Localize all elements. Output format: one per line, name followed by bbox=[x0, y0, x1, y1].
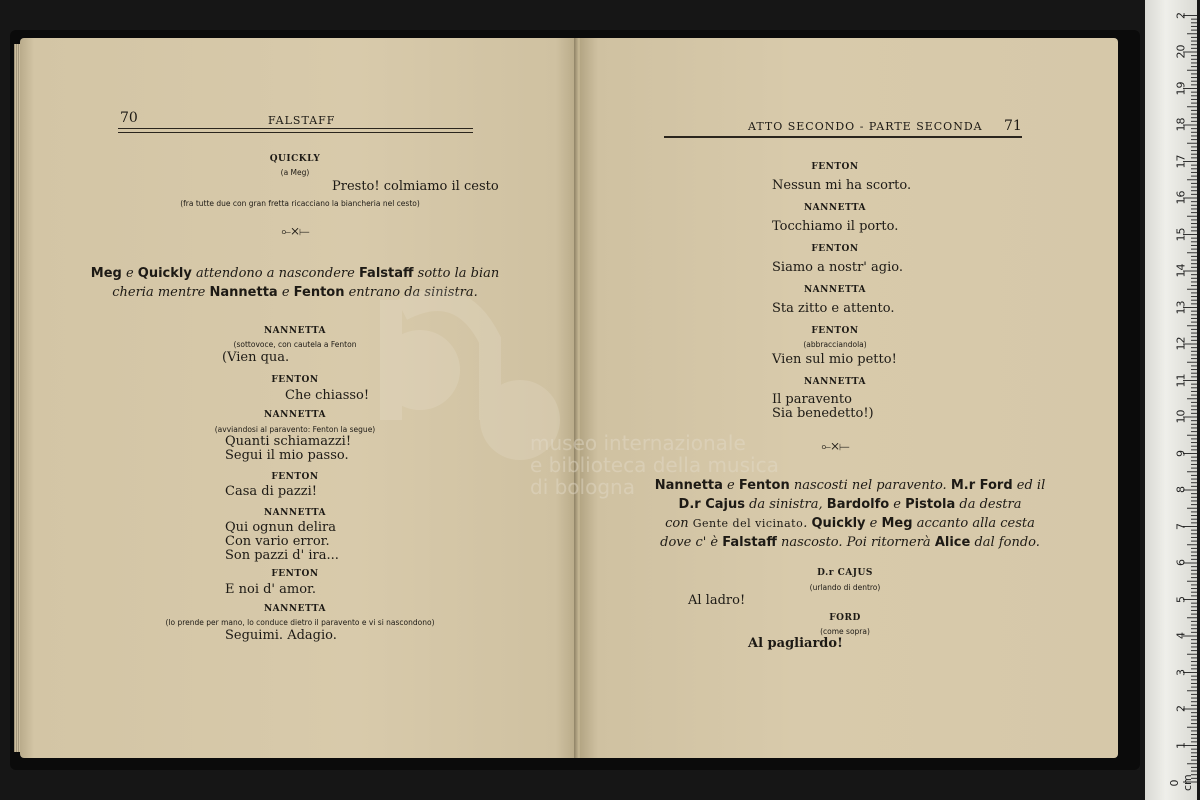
ruler-number: 4 bbox=[1174, 632, 1188, 639]
verse-line: Seguimi. Adagio. bbox=[225, 628, 337, 643]
ruler-number: 12 bbox=[1174, 336, 1188, 351]
ruler-number: 16 bbox=[1174, 190, 1188, 205]
ruler-ticks bbox=[1145, 0, 1197, 800]
stage-direction: (lo prende per mano, lo conduce dietro il paravento e vi si nascondono) bbox=[165, 618, 435, 627]
speaker-name: NANNETTA bbox=[803, 203, 867, 213]
verse-line: Tocchiamo il porto. bbox=[772, 219, 899, 234]
ruler-number: 8 bbox=[1174, 486, 1188, 493]
verse-line: Al ladro! bbox=[688, 593, 746, 608]
page-number: 70 bbox=[120, 110, 138, 126]
verse-line: Il paravento bbox=[772, 392, 852, 407]
stage-direction: (fra tutte due con gran fretta ricacciano la biancheria nel cesto) bbox=[180, 199, 420, 208]
verse-line: Son pazzi d' ira... bbox=[225, 548, 339, 563]
speaker-name: FENTON bbox=[271, 472, 319, 482]
verse-line: Quanti schiamazzi! bbox=[225, 434, 352, 449]
stage-direction: (sottovoce, con cautela a Fenton bbox=[233, 340, 357, 349]
verse-line: Con vario error. bbox=[225, 534, 330, 549]
stage-direction-block: Meg e Quickly attendono a nascondere Falstaff sotto la bian cheria mentre Nannetta e Fenton entrano da sinistra. bbox=[90, 266, 500, 300]
ruler-number: 2 bbox=[1174, 11, 1188, 19]
header-rule bbox=[664, 136, 1022, 138]
ruler-number: 10 bbox=[1174, 409, 1188, 424]
ruler-number: 11 bbox=[1174, 373, 1188, 387]
stage-direction: (a Meg) bbox=[280, 168, 310, 177]
verse-line: Sia benedetto!) bbox=[772, 406, 874, 421]
speaker-name: FENTON bbox=[811, 162, 859, 172]
museum-watermark-text: museo internazionale e biblioteca della musica di bologna bbox=[530, 431, 779, 499]
running-head: ATTO SECONDO - PARTE SECONDA bbox=[748, 120, 983, 133]
header-rule-2 bbox=[118, 132, 473, 133]
stage-direction: (abbracciandola) bbox=[803, 340, 867, 349]
verse-line: Presto! colmiamo il cesto bbox=[332, 179, 499, 194]
ruler-number: 14 bbox=[1174, 263, 1188, 278]
speaker-name: NANNETTA bbox=[263, 410, 327, 420]
page-number: 71 bbox=[1004, 118, 1022, 134]
speaker-name: D.r CAJUS bbox=[817, 568, 873, 578]
verse-line: Al pagliardo! bbox=[748, 636, 843, 651]
ruler-number: 15 bbox=[1174, 227, 1188, 241]
verse-line: E noi d' amor. bbox=[225, 582, 316, 597]
speaker-name: NANNETTA bbox=[263, 508, 327, 518]
measurement-ruler bbox=[1145, 0, 1197, 800]
ruler-unit-label: 0 cm bbox=[1168, 774, 1194, 791]
ruler-number: 20 bbox=[1174, 44, 1188, 59]
ruler-number: 7 bbox=[1174, 522, 1188, 530]
speaker-name: FENTON bbox=[271, 569, 319, 579]
verse-line: Vien sul mio petto! bbox=[772, 352, 897, 367]
speaker-name: NANNETTA bbox=[803, 285, 867, 295]
verse-line: Nessun mi ha scorto. bbox=[772, 178, 912, 193]
ornament: ⟜⨯⟝ bbox=[281, 224, 309, 238]
ruler-number: 2 bbox=[1174, 705, 1188, 712]
verse-line: (Vien qua. bbox=[222, 350, 290, 365]
verse-line: Siamo a nostr' agio. bbox=[772, 260, 903, 275]
stage-direction-block: Nannetta e Fenton nascosti nel paravento. M.r Ford ed il D.r Cajus da sinistra, Bardolfo e Pistola da destra con Gente del vicinato. Quickly e Meg accanto alla cesta dove c' è Falstaff nascosto. Poi ritornerà Alice dal fondo. bbox=[654, 478, 1046, 550]
header-rule bbox=[118, 128, 473, 129]
speaker-name: FORD bbox=[829, 613, 861, 623]
stage-direction: (come sopra) bbox=[820, 627, 870, 636]
speaker-name: QUICKLY bbox=[269, 154, 321, 164]
speaker-name: FENTON bbox=[271, 375, 319, 385]
verse-line: Che chiasso! bbox=[285, 388, 370, 403]
ruler-number: 1 bbox=[1174, 741, 1188, 749]
speaker-name: FENTON bbox=[811, 326, 859, 336]
right-page bbox=[580, 38, 1118, 758]
ruler-number: 13 bbox=[1174, 300, 1188, 314]
stage-direction: (urlando di dentro) bbox=[809, 583, 881, 592]
ruler-number: 6 bbox=[1174, 559, 1188, 566]
running-head: FALSTAFF bbox=[268, 114, 336, 127]
verse-line: Casa di pazzi! bbox=[225, 484, 318, 499]
speaker-name: NANNETTA bbox=[263, 326, 327, 336]
ornament: ⟜⨯⟝ bbox=[821, 439, 849, 453]
verse-line: Qui ognun delira bbox=[225, 520, 337, 535]
ruler-number: 5 bbox=[1174, 595, 1188, 603]
verse-line: Sta zitto e attento. bbox=[772, 301, 895, 316]
stage-direction: (avviandosi al paravento: Fenton la segue) bbox=[214, 425, 376, 434]
speaker-name: NANNETTA bbox=[263, 604, 327, 614]
ruler-number: 17 bbox=[1174, 154, 1188, 168]
ruler-number: 9 bbox=[1174, 449, 1188, 457]
speaker-name: FENTON bbox=[811, 244, 859, 254]
ruler-number: 18 bbox=[1174, 117, 1188, 132]
speaker-name: NANNETTA bbox=[803, 377, 867, 387]
ruler-number: 19 bbox=[1174, 81, 1188, 95]
ruler-number: 3 bbox=[1174, 668, 1188, 676]
verse-line: Segui il mio passo. bbox=[225, 448, 349, 463]
